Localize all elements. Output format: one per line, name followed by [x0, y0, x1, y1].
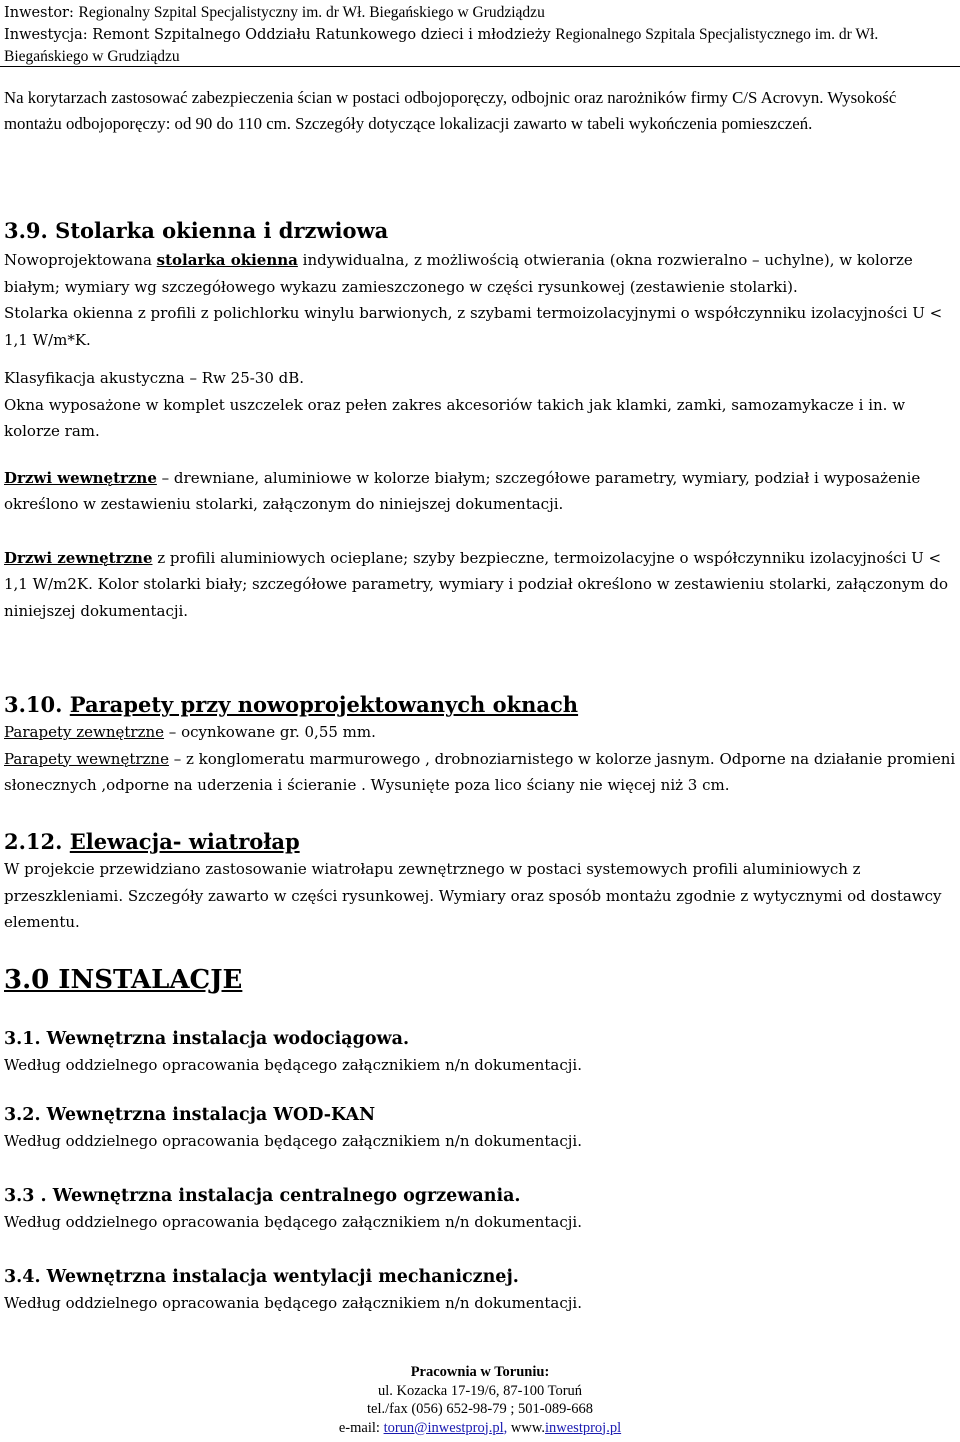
subsection-heading: 3.1. Wewnętrzna instalacja wodociągowa.: [4, 1029, 410, 1049]
page-footer: [0, 1363, 960, 1437]
subsection-heading: 3.3 . Wewnętrzna instalacja centralnego ogrzewania.: [4, 1186, 521, 1206]
paragraph: Według oddzielnego opracowania będącego załącznikiem n/n dokumentacji.: [4, 1132, 582, 1150]
section-heading: 2.12. Elewacja- wiatrołap: [4, 829, 300, 854]
header-divider: [0, 66, 960, 67]
footer-contact: e-mail: torun@inwestproj.pl, www.inwestproj.pl: [338, 1419, 622, 1436]
investment-line: Inwestycja: Remont Szpitalnego Oddziału Ratunkowego dzieci i młodzieży Regionalnego Szpitala Specjalistycznego im. dr Wł. Biegańskiego w Grudziądzu: [4, 26, 879, 65]
intro-paragraph: Na korytarzach zastosować zabezpieczenia ścian w postaci odbojoporęczy, odbojnic oraz narożników firmy C/S Acrovyn. Wysokość montażu odbojoporęczy: od 90 do 110 cm. Szczegóły dotyczące lokalizacji zawarto w tabeli wykończenia pomieszczeń.: [4, 88, 897, 133]
section-3-9: [4, 217, 956, 624]
investor-line: Inwestor: Regionalny Szpital Specjalistyczny im. dr Wł. Biegańskiego w Grudziądzu: [4, 4, 545, 21]
footer-phone: tel./fax (056) 652-98-79 ; 501-089-668: [367, 1401, 593, 1417]
installation-3-3: [4, 1183, 956, 1236]
chapter-heading: 3.0 INSTALACJE: [4, 965, 243, 995]
paragraph: Parapety zewnętrzne – ocynkowane gr. 0,55 mm.: [4, 723, 376, 741]
installation-3-2: [4, 1102, 956, 1155]
paragraph: Okna wyposażone w komplet uszczelek oraz pełen zakres akcesoriów takich jak klamki, zamki, samozamykacze i in. w kolorze ram.: [4, 395, 906, 440]
paragraph: Stolarka okienna z profili z polichlorku winylu barwionych, z szybami termoizolacyjnymi o współczynniku izolacyjności U < 1,1 W/m*K.: [4, 304, 943, 349]
section-3-0: [4, 964, 956, 996]
subsection-heading: 3.2. Wewnętrzna instalacja WOD-KAN: [4, 1105, 376, 1125]
page-header: [4, 2, 956, 67]
section-2-12: [4, 828, 956, 936]
paragraph: Drzwi wewnętrzne – drewniane, aluminiowe w kolorze białym; szczegółowe parametry, wymiary, podział i wyposażenie określono w zestawieniu stolarki, załączonym do niniejszej dokumentacji.: [4, 468, 921, 513]
section-heading: 3.10. Parapety przy nowoprojektowanych oknach: [4, 692, 579, 717]
paragraph: Nowoprojektowana stolarka okienna indywidualna, z możliwością otwierania (okna rozwieralno – uchylne), w kolorze białym; wymiary wg szczegółowego wykazu zamieszczonego w części rysunkowej (zestawienie stolarki).: [4, 251, 913, 296]
paragraph: Klasyfikacja akustyczna – Rw 25-30 dB.: [4, 369, 305, 387]
section-heading: 3.9. Stolarka okienna i drzwiowa: [4, 218, 389, 243]
installation-3-1: [4, 1026, 956, 1079]
paragraph: Według oddzielnego opracowania będącego załącznikiem n/n dokumentacji.: [4, 1213, 582, 1231]
installation-3-4: [4, 1264, 956, 1317]
subsection-heading: 3.4. Wewnętrzna instalacja wentylacji mechanicznej.: [4, 1267, 519, 1287]
email-link[interactable]: torun@inwestproj.pl,: [383, 1419, 508, 1436]
paragraph: Drzwi zewnętrzne z profili aluminiowych ocieplane; szyby bezpieczne, termoizolacyjne o współczynniku izolacyjności U < 1,1 W/m2K. Kolor stolarki biały; szczegółowe parametry, wymiary i podział określono w zestawieniu stolarki, załączonym do niniejszej dokumentacji.: [4, 548, 949, 620]
paragraph: W projekcie przewidziano zastosowanie wiatrołapu zewnętrznego w postaci systemowych profili aluminiowych z przeszkleniami. Szczegóły zawarto w części rysunkowej. Wymiary oraz sposób montażu zgodnie z wytycznymi od dostawcy elementu.: [4, 860, 942, 931]
section-3-10: [4, 691, 956, 799]
paragraph: Parapety wewnętrzne – z konglomeratu marmurowego , drobnoziarnistego w kolorze jasnym. Odporne na działanie promieni słonecznych ,odporne na uderzenia i ścieranie . Wysunięte poza lico ściany nie więcej niż 3 cm.: [4, 749, 956, 794]
footer-address: ul. Kozacka 17-19/6, 87-100 Toruń: [377, 1382, 583, 1399]
paragraph: Według oddzielnego opracowania będącego załącznikiem n/n dokumentacji.: [4, 1294, 582, 1312]
footer-title: Pracownia w Toruniu:: [410, 1364, 550, 1380]
paragraph: Według oddzielnego opracowania będącego załącznikiem n/n dokumentacji.: [4, 1056, 582, 1074]
website-link[interactable]: inwestproj.pl: [545, 1419, 622, 1436]
